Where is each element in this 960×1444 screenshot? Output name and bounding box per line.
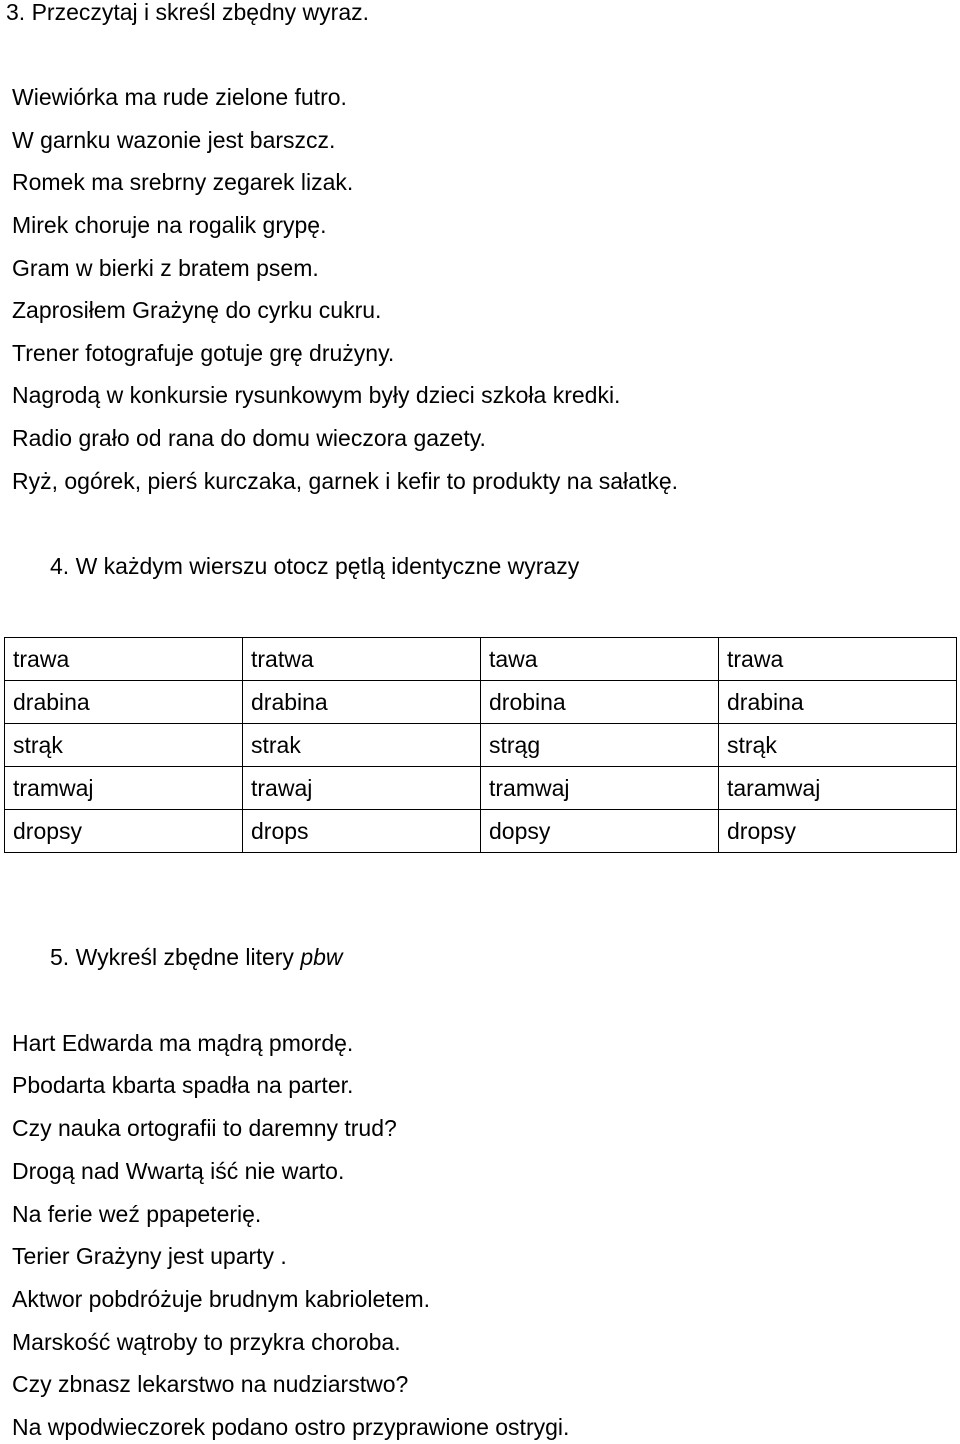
word-cell[interactable]: tawa <box>481 638 719 681</box>
task5-heading-letters: pbw <box>300 944 343 970</box>
table-row <box>5 638 957 681</box>
task5-sentence: Aktwor pobdróżuje brudnym kabrioletem. <box>12 1286 431 1312</box>
task5-sentence: Na wpodwieczorek podano ostro przyprawione ostrygi. <box>12 1414 570 1440</box>
word-cell[interactable]: trawa <box>5 638 243 681</box>
task5-sentence: Na ferie weź ppapeterię. <box>12 1201 262 1227</box>
task5-sentence: Drogą nad Wwartą iść nie warto. <box>12 1158 345 1184</box>
task3-sentence: Radio grało od rana do domu wieczora gazety. <box>12 425 486 451</box>
word-cell[interactable]: drabina <box>5 681 243 724</box>
identical-words-table <box>4 637 957 853</box>
task3-heading: 3. Przeczytaj i skreśl zbędny wyraz. <box>6 0 370 25</box>
word-cell[interactable]: drops <box>243 810 481 853</box>
word-cell[interactable]: taramwaj <box>719 767 957 810</box>
task5-sentence: Czy zbnasz lekarstwo na nudziarstwo? <box>12 1371 409 1397</box>
table-row <box>5 810 957 853</box>
task4-heading: 4. W każdym wierszu otocz pętlą identyczne wyrazy <box>50 553 580 579</box>
task3-sentence: Nagrodą w konkursie rysunkowym były dzieci szkoła kredki. <box>12 382 621 408</box>
task5-sentence: Pbodarta kbarta spadła na parter. <box>12 1072 354 1098</box>
task3-sentence: Ryż, ogórek, pierś kurczaka, garnek i kefir to produkty na sałatkę. <box>12 468 679 494</box>
task5-sentence: Terier Grażyny jest uparty . <box>12 1243 287 1269</box>
word-cell[interactable]: trawaj <box>243 767 481 810</box>
word-cell[interactable]: dopsy <box>481 810 719 853</box>
word-cell[interactable]: drabina <box>243 681 481 724</box>
word-cell[interactable]: strąk <box>5 724 243 767</box>
word-cell[interactable]: tratwa <box>243 638 481 681</box>
task5-sentence: Marskość wątroby to przykra choroba. <box>12 1329 401 1355</box>
table-row <box>5 767 957 810</box>
word-cell[interactable]: dropsy <box>5 810 243 853</box>
task5-heading <box>50 943 343 971</box>
task5-sentence: Hart Edwarda ma mądrą pmordę. <box>12 1030 354 1056</box>
table-row <box>5 724 957 767</box>
word-cell[interactable]: strak <box>243 724 481 767</box>
task3-sentence: Zaprosiłem Grażynę do cyrku cukru. <box>12 297 382 323</box>
word-cell[interactable]: dropsy <box>719 810 957 853</box>
task3-sentence: Trener fotografuje gotuje grę drużyny. <box>12 340 395 366</box>
task3-sentence: W garnku wazonie jest barszcz. <box>12 127 336 153</box>
word-cell[interactable]: drobina <box>481 681 719 724</box>
word-cell[interactable]: strąk <box>719 724 957 767</box>
task5-sentence: Czy nauka ortografii to daremny trud? <box>12 1115 397 1141</box>
table-row <box>5 681 957 724</box>
task3-sentence: Romek ma srebrny zegarek lizak. <box>12 169 354 195</box>
task3-sentence: Gram w bierki z bratem psem. <box>12 255 319 281</box>
task3-sentence: Mirek choruje na rogalik grypę. <box>12 212 327 238</box>
word-cell[interactable]: tramwaj <box>5 767 243 810</box>
word-cell[interactable]: drabina <box>719 681 957 724</box>
task3-sentence: Wiewiórka ma rude zielone futro. <box>12 84 347 110</box>
word-cell[interactable]: tramwaj <box>481 767 719 810</box>
task5-heading-text: 5. Wykreśl zbędne litery <box>50 944 301 970</box>
word-cell[interactable]: strąg <box>481 724 719 767</box>
word-cell[interactable]: trawa <box>719 638 957 681</box>
